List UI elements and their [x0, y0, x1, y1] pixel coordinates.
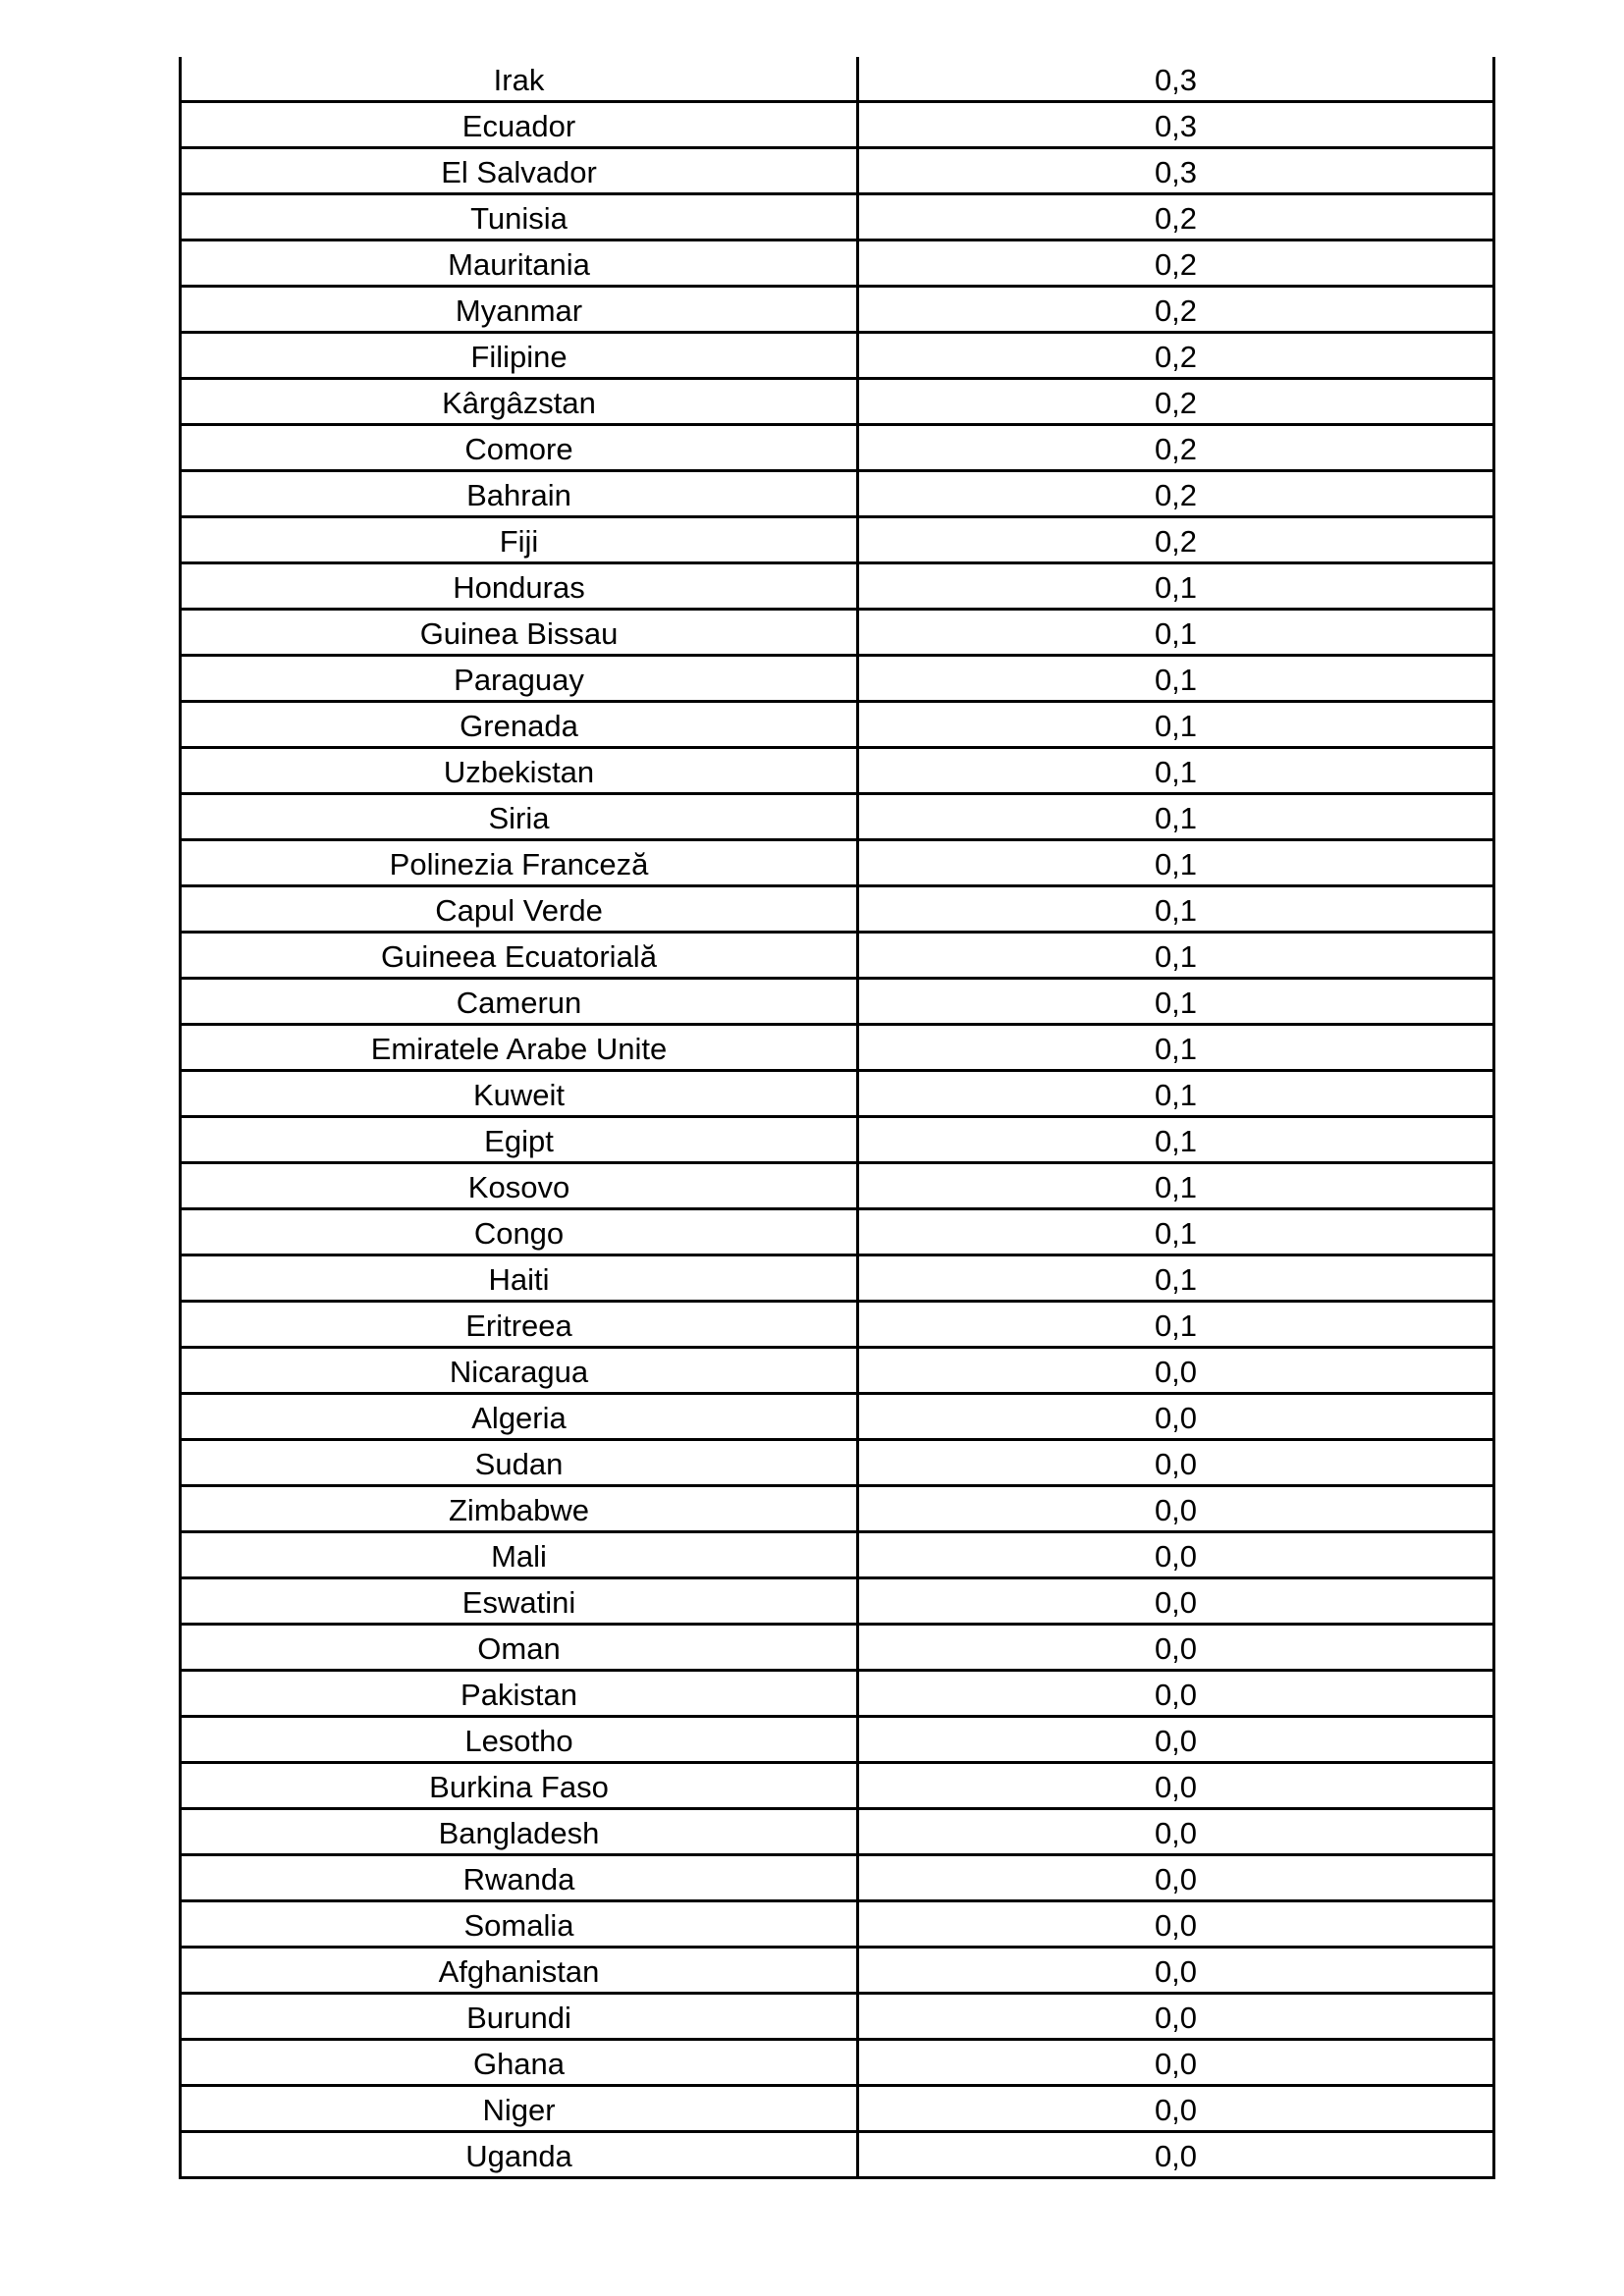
value-cell	[858, 933, 1494, 979]
value-text: 0,0	[1154, 1724, 1198, 1758]
value-text: 0,1	[1154, 1170, 1198, 1204]
table-row	[181, 886, 1494, 933]
table-body	[181, 57, 1494, 2178]
value-cell	[858, 656, 1494, 702]
country-cell	[181, 2132, 858, 2178]
value-cell	[858, 1901, 1494, 1948]
country-cell	[181, 840, 858, 886]
value-cell	[858, 1025, 1494, 1071]
value-cell	[858, 471, 1494, 517]
country-name: Honduras	[453, 570, 585, 605]
country-name: Kosovo	[467, 1170, 570, 1204]
country-name: Oman	[477, 1631, 561, 1666]
country-name: Kuweit	[472, 1078, 566, 1112]
country-cell	[181, 1209, 858, 1255]
country-cell	[181, 102, 858, 148]
table-row	[181, 794, 1494, 840]
value-cell	[858, 2040, 1494, 2086]
country-cell	[181, 1255, 858, 1302]
table-row	[181, 1071, 1494, 1117]
country-name: Sudan	[474, 1447, 564, 1481]
value-text: 0,3	[1154, 155, 1198, 189]
value-text: 0,1	[1154, 570, 1198, 605]
country-cell	[181, 1532, 858, 1578]
value-cell	[858, 794, 1494, 840]
table-row	[181, 1855, 1494, 1901]
country-name: Fiji	[499, 524, 539, 559]
table-row	[181, 1809, 1494, 1855]
country-name: Guinea Bissau	[419, 616, 619, 651]
country-name: Lesotho	[464, 1724, 573, 1758]
table-row	[181, 1255, 1494, 1302]
value-cell	[858, 1763, 1494, 1809]
value-cell	[858, 1071, 1494, 1117]
table-row	[181, 2086, 1494, 2132]
country-cell	[181, 610, 858, 656]
table-row	[181, 1348, 1494, 1394]
country-cell	[181, 1855, 858, 1901]
value-text: 0,3	[1154, 109, 1198, 143]
country-name: Zimbabwe	[449, 1493, 589, 1527]
value-cell	[858, 1163, 1494, 1209]
table-row	[181, 379, 1494, 425]
value-text: 0,0	[1154, 1447, 1198, 1481]
value-text: 0,1	[1154, 709, 1198, 743]
country-cell	[181, 933, 858, 979]
value-cell	[858, 1948, 1494, 1994]
value-text: 0,0	[1154, 1862, 1198, 1896]
value-text: 0,0	[1154, 1631, 1198, 1666]
value-cell	[858, 748, 1494, 794]
country-name: Camerun	[456, 986, 582, 1020]
value-cell	[858, 1809, 1494, 1855]
table-row	[181, 102, 1494, 148]
table-row	[181, 1948, 1494, 1994]
table-row	[181, 1763, 1494, 1809]
country-cell	[181, 425, 858, 471]
table-row	[181, 471, 1494, 517]
country-cell	[181, 794, 858, 840]
value-cell	[858, 517, 1494, 563]
value-text: 0,0	[1154, 1954, 1198, 1989]
country-cell	[181, 379, 858, 425]
country-cell	[181, 240, 858, 287]
country-name: Ghana	[472, 2047, 566, 2081]
country-cell	[181, 1117, 858, 1163]
table-row	[181, 1578, 1494, 1625]
country-name: Uganda	[465, 2139, 572, 2173]
country-cell	[181, 886, 858, 933]
table-row	[181, 148, 1494, 194]
value-cell	[858, 1117, 1494, 1163]
table-row	[181, 979, 1494, 1025]
country-name: Bahrain	[466, 478, 571, 512]
value-cell	[858, 57, 1494, 102]
table-row	[181, 1302, 1494, 1348]
country-name: Somalia	[463, 1908, 574, 1943]
value-text: 0,1	[1154, 847, 1198, 881]
country-cell	[181, 748, 858, 794]
value-text: 0,1	[1154, 893, 1198, 928]
value-cell	[858, 979, 1494, 1025]
country-cell	[181, 1948, 858, 1994]
value-cell	[858, 840, 1494, 886]
value-cell	[858, 1440, 1494, 1486]
value-cell	[858, 425, 1494, 471]
value-text: 0,0	[1154, 1355, 1198, 1389]
table-row	[181, 194, 1494, 240]
table-row	[181, 425, 1494, 471]
table-row	[181, 1901, 1494, 1948]
value-text: 0,2	[1154, 340, 1198, 374]
table-row	[181, 57, 1494, 102]
value-text: 0,1	[1154, 1262, 1198, 1297]
country-cell	[181, 1302, 858, 1348]
country-name: El Salvador	[441, 155, 597, 189]
value-cell	[858, 1348, 1494, 1394]
country-name: Kârgâzstan	[442, 386, 596, 420]
value-text: 0,0	[1154, 2093, 1198, 2127]
country-cell	[181, 563, 858, 610]
value-cell	[858, 1209, 1494, 1255]
value-text: 0,1	[1154, 1078, 1198, 1112]
country-name: Egipt	[484, 1124, 554, 1158]
value-cell	[858, 1302, 1494, 1348]
value-text: 0,1	[1154, 986, 1198, 1020]
value-cell	[858, 194, 1494, 240]
table-row	[181, 1440, 1494, 1486]
value-text: 0,0	[1154, 1908, 1198, 1943]
country-name: Tunisia	[470, 201, 568, 236]
country-cell	[181, 1348, 858, 1394]
value-text: 0,0	[1154, 2139, 1198, 2173]
table-row	[181, 1117, 1494, 1163]
country-cell	[181, 656, 858, 702]
table-row	[181, 2040, 1494, 2086]
value-text: 0,1	[1154, 939, 1198, 974]
value-cell	[858, 1671, 1494, 1717]
table-row	[181, 1209, 1494, 1255]
country-cell	[181, 1025, 858, 1071]
table-row	[181, 840, 1494, 886]
country-cell	[181, 1625, 858, 1671]
country-name: Rwanda	[462, 1862, 575, 1896]
table-row	[181, 2132, 1494, 2178]
country-name: Emiratele Arabe Unite	[370, 1032, 668, 1066]
country-name: Algeria	[471, 1401, 567, 1435]
value-cell	[858, 102, 1494, 148]
country-name: Nicaragua	[449, 1355, 589, 1389]
table-row	[181, 702, 1494, 748]
table-row	[181, 933, 1494, 979]
value-cell	[858, 1855, 1494, 1901]
value-text: 0,1	[1154, 663, 1198, 697]
value-text: 0,0	[1154, 1493, 1198, 1527]
table-row	[181, 1671, 1494, 1717]
value-text: 0,2	[1154, 386, 1198, 420]
country-name: Grenada	[460, 709, 578, 743]
country-cell	[181, 1994, 858, 2040]
country-cell	[181, 287, 858, 333]
value-text: 0,0	[1154, 1816, 1198, 1850]
value-cell	[858, 2132, 1494, 2178]
country-name: Burundi	[466, 2001, 571, 2035]
table-row	[181, 1025, 1494, 1071]
country-cell	[181, 1071, 858, 1117]
value-text: 0,0	[1154, 2001, 1198, 2035]
value-text: 0,2	[1154, 432, 1198, 466]
country-name: Siria	[488, 801, 550, 835]
country-cell	[181, 702, 858, 748]
value-cell	[858, 563, 1494, 610]
value-cell	[858, 610, 1494, 656]
value-cell	[858, 333, 1494, 379]
value-cell	[858, 240, 1494, 287]
value-cell	[858, 886, 1494, 933]
table-row	[181, 517, 1494, 563]
country-cell	[181, 1394, 858, 1440]
country-name: Niger	[482, 2093, 556, 2127]
value-text: 0,0	[1154, 2047, 1198, 2081]
value-cell	[858, 148, 1494, 194]
value-text: 0,2	[1154, 201, 1198, 236]
value-cell	[858, 2086, 1494, 2132]
country-cell	[181, 1717, 858, 1763]
value-cell	[858, 1578, 1494, 1625]
value-cell	[858, 1717, 1494, 1763]
table-row	[181, 1625, 1494, 1671]
country-name: Guineea Ecuatorială	[381, 939, 657, 974]
country-name: Paraguay	[454, 663, 584, 697]
country-cell	[181, 471, 858, 517]
country-cell	[181, 2040, 858, 2086]
country-cell	[181, 1486, 858, 1532]
country-cell	[181, 1809, 858, 1855]
country-name: Myanmar	[455, 294, 583, 328]
country-cell	[181, 1671, 858, 1717]
value-text: 0,2	[1154, 247, 1198, 282]
country-cell	[181, 1763, 858, 1809]
country-name: Eritreea	[465, 1308, 572, 1343]
country-name: Haiti	[488, 1262, 550, 1297]
value-cell	[858, 1255, 1494, 1302]
country-name: Afghanistan	[438, 1954, 600, 1989]
value-text: 0,0	[1154, 1585, 1198, 1620]
country-name: Eswatini	[461, 1585, 576, 1620]
value-text: 0,3	[1154, 63, 1198, 97]
value-text: 0,1	[1154, 1308, 1198, 1343]
table-row	[181, 333, 1494, 379]
country-cell	[181, 333, 858, 379]
table-row	[181, 1394, 1494, 1440]
country-name: Irak	[493, 63, 545, 97]
country-name: Burkina Faso	[429, 1770, 609, 1804]
country-cell	[181, 2086, 858, 2132]
value-text: 0,1	[1154, 1032, 1198, 1066]
value-text: 0,2	[1154, 294, 1198, 328]
country-name: Congo	[473, 1216, 565, 1251]
value-text: 0,1	[1154, 1124, 1198, 1158]
country-name: Comore	[464, 432, 573, 466]
table-row	[181, 1994, 1494, 2040]
table-row	[181, 240, 1494, 287]
value-text: 0,1	[1154, 616, 1198, 651]
country-cell	[181, 194, 858, 240]
country-cell	[181, 57, 858, 102]
country-name: Polinezia Franceză	[389, 847, 649, 881]
country-cell	[181, 1578, 858, 1625]
value-cell	[858, 379, 1494, 425]
table-row	[181, 610, 1494, 656]
value-cell	[858, 1625, 1494, 1671]
value-text: 0,0	[1154, 1539, 1198, 1574]
value-text: 0,2	[1154, 524, 1198, 559]
value-cell	[858, 1394, 1494, 1440]
value-text: 0,1	[1154, 755, 1198, 789]
value-cell	[858, 287, 1494, 333]
value-cell	[858, 1994, 1494, 2040]
country-name: Capul Verde	[435, 893, 603, 928]
value-cell	[858, 702, 1494, 748]
table-row	[181, 1532, 1494, 1578]
country-cell	[181, 979, 858, 1025]
table-row	[181, 287, 1494, 333]
country-cell	[181, 1901, 858, 1948]
value-text: 0,2	[1154, 478, 1198, 512]
country-cell	[181, 517, 858, 563]
value-text: 0,0	[1154, 1678, 1198, 1712]
country-cell	[181, 1440, 858, 1486]
table-row	[181, 748, 1494, 794]
value-text: 0,1	[1154, 1216, 1198, 1251]
country-name: Uzbekistan	[443, 755, 595, 789]
country-cell	[181, 1163, 858, 1209]
value-cell	[858, 1532, 1494, 1578]
value-text: 0,1	[1154, 801, 1198, 835]
country-name: Pakistan	[460, 1678, 577, 1712]
table-row	[181, 1163, 1494, 1209]
country-values-table	[179, 57, 1495, 2179]
country-name: Mauritania	[448, 247, 590, 282]
value-text: 0,0	[1154, 1770, 1198, 1804]
table-row	[181, 656, 1494, 702]
value-cell	[858, 1486, 1494, 1532]
country-name: Ecuador	[461, 109, 576, 143]
country-cell	[181, 148, 858, 194]
table-row	[181, 1486, 1494, 1532]
value-text: 0,0	[1154, 1401, 1198, 1435]
country-name: Bangladesh	[438, 1816, 600, 1850]
country-name: Filipine	[470, 340, 568, 374]
table-row	[181, 1717, 1494, 1763]
table-row	[181, 563, 1494, 610]
country-name: Mali	[491, 1539, 547, 1574]
